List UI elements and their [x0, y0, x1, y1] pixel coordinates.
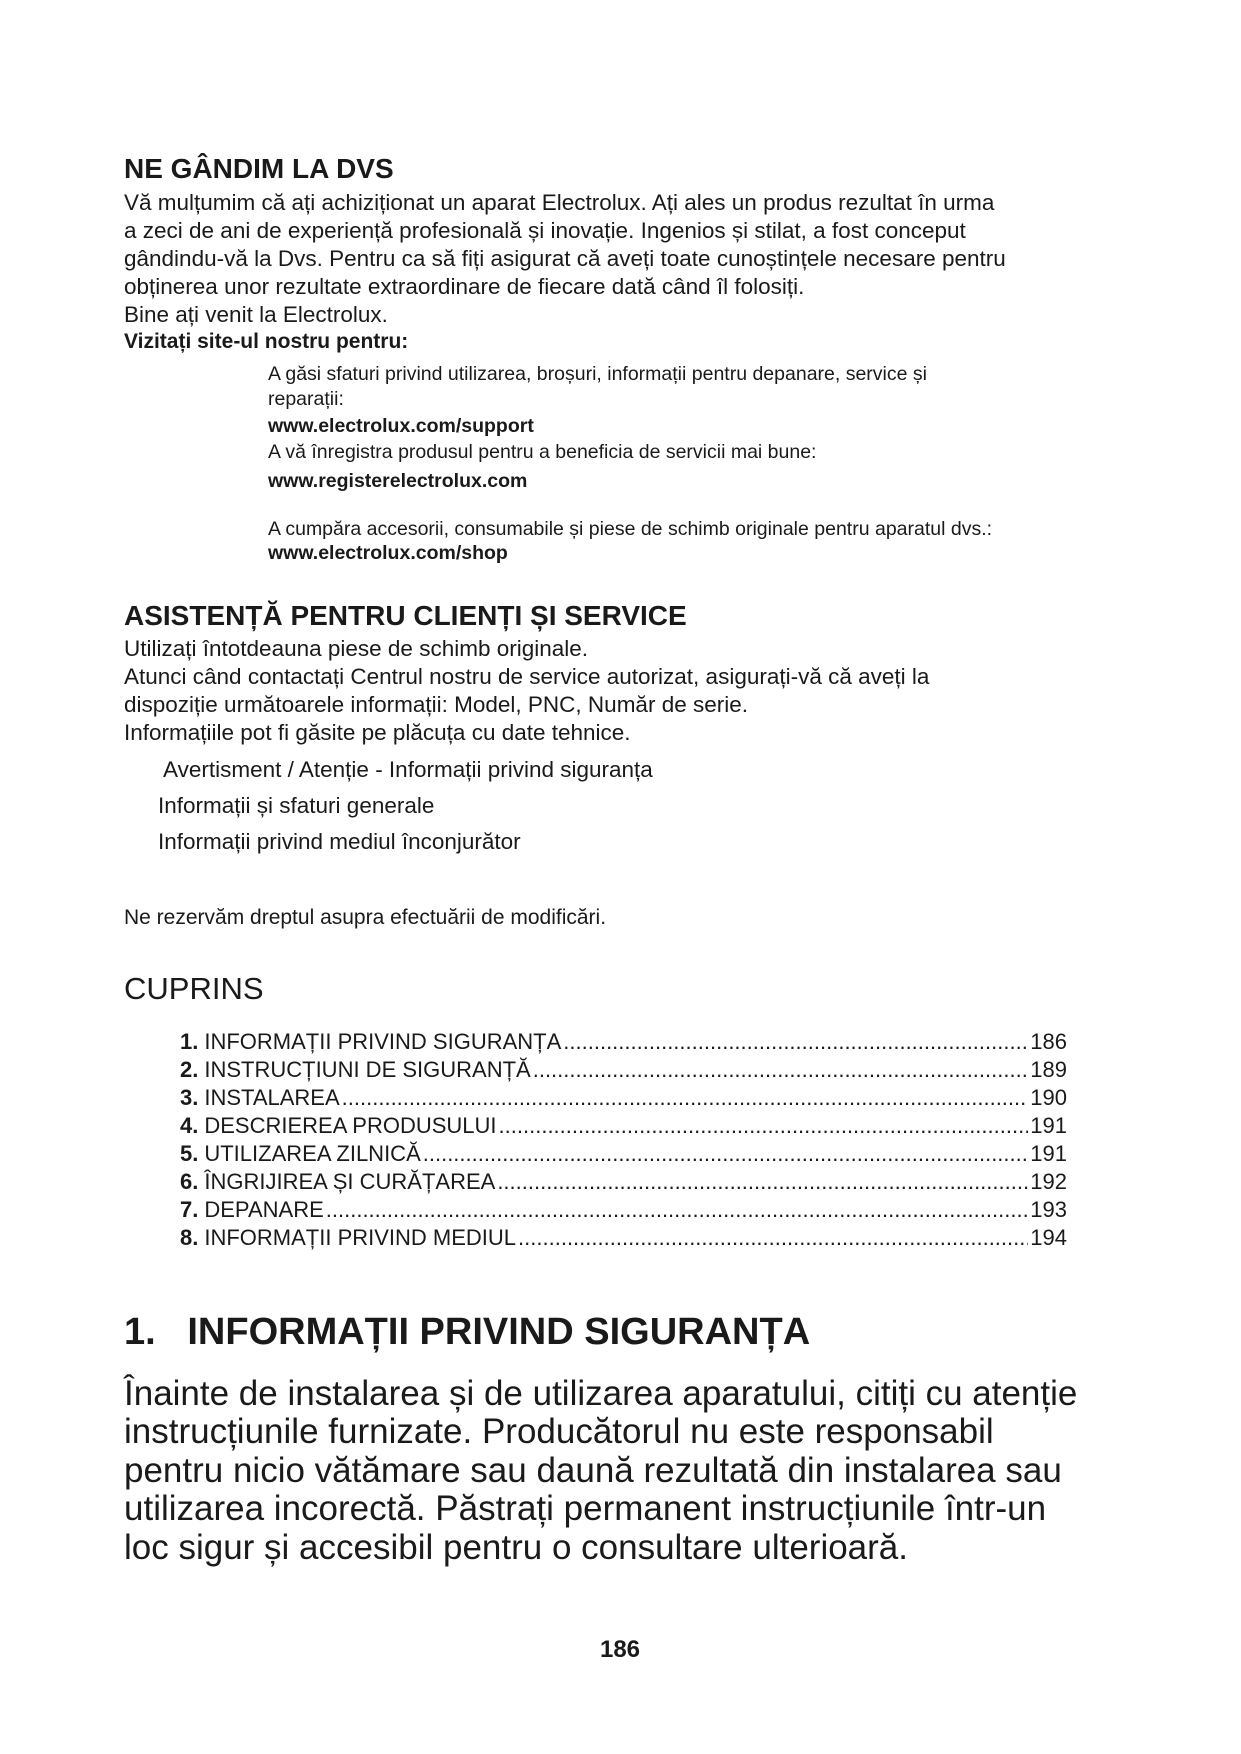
toc-item-page: 191 — [1030, 1113, 1067, 1138]
toc-item-label: INSTALAREA — [204, 1085, 340, 1110]
section-title: 1. INFORMAȚII PRIVIND SIGURANȚA — [124, 1311, 811, 1353]
toc-item-label: INSTRUCȚIUNI DE SIGURANȚĂ — [204, 1057, 531, 1082]
toc-item-number: 8. — [180, 1225, 199, 1250]
toc-item-label: DEPANARE — [204, 1197, 324, 1222]
service-line: dispoziție următoarele informații: Model, PNC, Număr de serie. — [124, 692, 748, 717]
intro-line: a zeci de ani de experiență profesională și inovație. Ingenios și stilat, a fost conceput — [124, 218, 966, 243]
support-text: A găsi sfaturi privind utilizarea, broșuri, informații pentru depanare, service și — [268, 363, 927, 385]
toc-item-label: ÎNGRIJIREA ȘI CURĂȚAREA — [204, 1169, 496, 1194]
toc-item-number: 4. — [180, 1113, 199, 1138]
toc-item-page: 192 — [1030, 1169, 1067, 1194]
toc-item-page: 190 — [1030, 1085, 1067, 1110]
toc-dot-leader — [499, 1113, 1029, 1139]
toc-item-page: 193 — [1030, 1197, 1067, 1222]
register-link[interactable]: www.registerelectrolux.com — [268, 470, 528, 492]
section-line: Înainte de instalarea și de utilizarea aparatului, citiți cu atenție — [124, 1374, 1078, 1413]
toc-dot-leader — [518, 1225, 1028, 1251]
toc-dot-leader — [326, 1197, 1029, 1223]
section-line: instrucțiunile furnizate. Producătorul nu este responsabil — [124, 1412, 994, 1451]
toc-item-page: 191 — [1030, 1141, 1067, 1166]
toc-dot-leader — [533, 1057, 1029, 1083]
toc-dot-leader — [497, 1169, 1028, 1195]
toc-item-label: UTILIZAREA ZILNICĂ — [204, 1141, 421, 1166]
intro-line: Vă mulțumim că ați achiziționat un aparat Electrolux. Ați ales un produs rezultat în urma — [124, 190, 995, 215]
reserve-note: Ne rezervăm dreptul asupra efectuării de modificări. — [124, 906, 607, 929]
toc-item[interactable] — [180, 1169, 1067, 1197]
service-line: Utilizați întotdeauna piese de schimb originale. — [124, 636, 589, 661]
shop-text: A cumpăra accesorii, consumabile și piese de schimb originale pentru aparatul dvs.: — [268, 518, 993, 540]
service-title: ASISTENȚĂ PENTRU CLIENȚI ȘI SERVICE — [124, 600, 687, 631]
section-line: loc sigur și accesibil pentru o consultare ulterioară. — [124, 1528, 908, 1567]
toc-item[interactable] — [180, 1197, 1067, 1225]
intro-line: gândindu-vă la Dvs. Pentru ca să fiți asigurat că aveți toate cunoștințele necesare pentru — [124, 246, 1006, 271]
toc-dot-leader — [423, 1141, 1029, 1167]
toc-item[interactable] — [180, 1057, 1067, 1085]
visit-label: Vizitați site-ul nostru pentru: — [124, 330, 409, 353]
section-line: pentru nicio vătămare sau daună rezultată din instalarea sau — [124, 1451, 1062, 1490]
toc-item-number: 3. — [180, 1085, 199, 1110]
toc-item[interactable] — [180, 1029, 1067, 1057]
service-line: Informațiile pot fi găsite pe plăcuța cu date tehnice. — [124, 720, 631, 745]
toc-title: CUPRINS — [124, 971, 264, 1006]
toc-item-number: 5. — [180, 1141, 199, 1166]
toc-item-number: 1. — [180, 1029, 199, 1054]
toc-dot-leader — [342, 1085, 1029, 1111]
toc-item-page: 189 — [1030, 1057, 1067, 1082]
service-line: Atunci când contactați Centrul nostru de service autorizat, asigurați-vă că aveți la — [124, 664, 930, 689]
toc-item-number: 6. — [180, 1169, 199, 1194]
intro-title: NE GÂNDIM LA DVS — [124, 153, 394, 184]
toc-dot-leader — [563, 1029, 1028, 1055]
toc-item-number: 7. — [180, 1197, 199, 1222]
toc-item-page: 186 — [1030, 1029, 1067, 1054]
page-number: 186 — [599, 1636, 641, 1663]
toc-item-label: INFORMAȚII PRIVIND SIGURANȚA — [204, 1029, 562, 1054]
toc-item[interactable] — [180, 1113, 1067, 1141]
toc-item-number: 2. — [180, 1057, 199, 1082]
intro-line: Bine ați venit la Electrolux. — [124, 302, 388, 327]
toc-item[interactable] — [180, 1085, 1067, 1113]
legend-general: Informații și sfaturi generale — [158, 793, 435, 818]
register-text: A vă înregistra produsul pentru a beneficia de servicii mai bune: — [268, 441, 817, 463]
toc-item[interactable] — [180, 1225, 1067, 1253]
legend-warning: Avertisment / Atenție - Informații privind siguranța — [163, 757, 653, 782]
toc-item-page: 194 — [1030, 1225, 1067, 1250]
section-line: utilizarea incorectă. Păstrați permanent instrucțiunile într-un — [124, 1489, 1047, 1528]
intro-line: obținerea unor rezultate extraordinare de fiecare dată când îl folosiți. — [124, 274, 805, 299]
toc-item[interactable] — [180, 1141, 1067, 1169]
support-link[interactable]: www.electrolux.com/support — [268, 415, 534, 437]
toc-item-label: INFORMAȚII PRIVIND MEDIUL — [204, 1225, 517, 1250]
toc-item-label: DESCRIEREA PRODUSULUI — [204, 1113, 497, 1138]
legend-environment: Informații privind mediul înconjurător — [158, 829, 521, 854]
shop-link[interactable]: www.electrolux.com/shop — [268, 542, 508, 564]
support-text: reparații: — [268, 388, 344, 410]
